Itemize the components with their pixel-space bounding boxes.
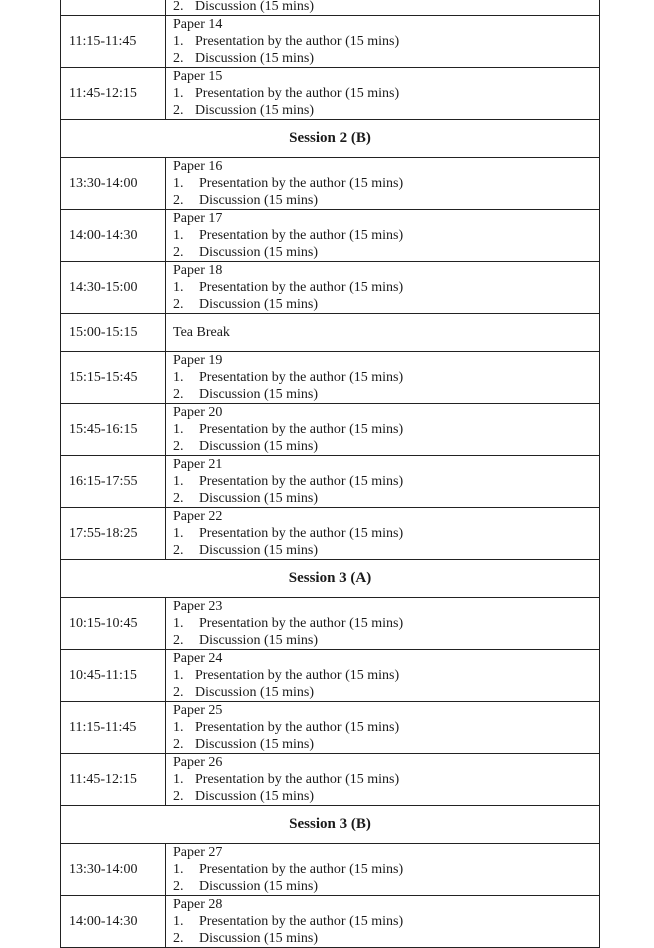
session-content xyxy=(166,650,600,702)
item-number: 2. xyxy=(173,193,184,208)
time-slot: 11:15-11:45 xyxy=(61,702,166,754)
item-text: Discussion (15 mins) xyxy=(199,879,318,894)
item-text: Discussion (15 mins) xyxy=(199,387,318,402)
paper-row xyxy=(61,404,600,456)
paper-title: Paper 28 xyxy=(173,897,223,912)
paper-title: Paper 22 xyxy=(173,509,223,524)
session-content xyxy=(166,68,600,120)
paper-title: Paper 15 xyxy=(173,69,223,84)
time-slot: 15:45-16:15 xyxy=(61,404,166,456)
item-text: Discussion (15 mins) xyxy=(199,931,318,946)
item-number: 2. xyxy=(173,297,184,312)
paper-title: Paper 23 xyxy=(173,599,223,614)
session-content xyxy=(166,754,600,806)
item-number: 2. xyxy=(173,737,184,752)
time-slot: 14:00-14:30 xyxy=(61,210,166,262)
paper-title: Paper 24 xyxy=(173,651,223,666)
agenda-item xyxy=(173,542,599,559)
agenda-item xyxy=(173,192,599,209)
time-slot: 15:00-15:15 xyxy=(61,314,166,352)
item-number: 2. xyxy=(173,543,184,558)
paper-title: Paper 26 xyxy=(173,755,223,770)
item-text: Discussion (15 mins) xyxy=(195,103,314,118)
item-text: Presentation by the author (15 mins) xyxy=(199,280,404,295)
item-text: Presentation by the author (15 mins) xyxy=(195,668,400,683)
agenda-item xyxy=(173,788,599,805)
session-header-row xyxy=(61,560,600,598)
agenda-item xyxy=(173,771,599,788)
item-number: 2. xyxy=(173,931,184,946)
agenda-item xyxy=(173,632,599,649)
item-number: 2. xyxy=(173,685,184,700)
item-number: 2. xyxy=(173,491,184,506)
item-number: 1. xyxy=(173,280,184,295)
agenda-item xyxy=(173,719,599,736)
paper-title: Paper 19 xyxy=(173,353,223,368)
item-number: 2. xyxy=(173,387,184,402)
time-slot: 11:45-12:15 xyxy=(61,68,166,120)
time-slot xyxy=(61,0,166,16)
item-text: Presentation by the author (15 mins) xyxy=(199,422,404,437)
time-slot: 10:15-10:45 xyxy=(61,598,166,650)
item-text: Discussion (15 mins) xyxy=(199,491,318,506)
session-content: Tea Break xyxy=(166,314,600,352)
agenda-item xyxy=(173,33,599,50)
session-content xyxy=(166,210,600,262)
paper-row xyxy=(61,702,600,754)
time-slot: 11:45-12:15 xyxy=(61,754,166,806)
item-number: 2. xyxy=(173,245,184,260)
item-number: 2. xyxy=(173,633,184,648)
paper-row xyxy=(61,210,600,262)
agenda-item xyxy=(173,525,599,542)
agenda-item xyxy=(173,913,599,930)
session-header-row xyxy=(61,806,600,844)
paper-title: Paper 20 xyxy=(173,405,223,420)
agenda-item xyxy=(173,0,599,15)
session-content xyxy=(166,702,600,754)
agenda-item xyxy=(173,878,599,895)
session-content xyxy=(166,0,600,16)
session-header-row xyxy=(61,120,600,158)
session-title: Session 3 (B) xyxy=(61,806,600,844)
time-slot: 14:30-15:00 xyxy=(61,262,166,314)
break-row xyxy=(61,314,600,352)
session-content xyxy=(166,598,600,650)
agenda-item xyxy=(173,736,599,753)
agenda-item xyxy=(173,490,599,507)
item-text: Presentation by the author (15 mins) xyxy=(195,86,400,101)
session-content xyxy=(166,352,600,404)
paper-row xyxy=(61,598,600,650)
paper-row xyxy=(61,262,600,314)
item-number: 1. xyxy=(173,370,184,385)
item-text: Discussion (15 mins) xyxy=(199,543,318,558)
paper-title: Paper 17 xyxy=(173,211,223,226)
session-content xyxy=(166,508,600,560)
item-text: Discussion (15 mins) xyxy=(199,633,318,648)
schedule-table xyxy=(60,0,600,948)
agenda-item xyxy=(173,667,599,684)
agenda-item xyxy=(173,421,599,438)
time-slot: 16:15-17:55 xyxy=(61,456,166,508)
item-text: Presentation by the author (15 mins) xyxy=(199,228,404,243)
session-content xyxy=(166,262,600,314)
item-number: 2. xyxy=(173,51,184,66)
item-text: Presentation by the author (15 mins) xyxy=(199,474,404,489)
paper-row xyxy=(61,754,600,806)
item-number: 1. xyxy=(173,862,184,877)
time-slot: 14:00-14:30 xyxy=(61,896,166,948)
agenda-item xyxy=(173,85,599,102)
item-number: 1. xyxy=(173,228,184,243)
agenda-item xyxy=(173,615,599,632)
paper-title: Paper 16 xyxy=(173,159,223,174)
item-number: 1. xyxy=(173,914,184,929)
session-content xyxy=(166,896,600,948)
item-text: Presentation by the author (15 mins) xyxy=(195,34,400,49)
time-slot: 13:30-14:00 xyxy=(61,158,166,210)
paper-row xyxy=(61,650,600,702)
item-text: Discussion (15 mins) xyxy=(199,193,318,208)
agenda-item xyxy=(173,473,599,490)
agenda-item xyxy=(173,930,599,947)
session-content xyxy=(166,404,600,456)
time-slot: 15:15-15:45 xyxy=(61,352,166,404)
session-title: Session 2 (B) xyxy=(61,120,600,158)
item-text: Presentation by the author (15 mins) xyxy=(199,914,404,929)
agenda-item xyxy=(173,50,599,67)
item-text: Discussion (15 mins) xyxy=(195,737,314,752)
time-slot: 13:30-14:00 xyxy=(61,844,166,896)
item-text: Presentation by the author (15 mins) xyxy=(199,370,404,385)
item-number: 1. xyxy=(173,526,184,541)
item-text: Presentation by the author (15 mins) xyxy=(199,616,404,631)
time-slot: 11:15-11:45 xyxy=(61,16,166,68)
session-content xyxy=(166,456,600,508)
item-text: Presentation by the author (15 mins) xyxy=(195,772,400,787)
item-number: 1. xyxy=(173,720,184,735)
item-text: Discussion (15 mins) xyxy=(199,439,318,454)
item-text: Presentation by the author (15 mins) xyxy=(199,526,404,541)
item-number: 1. xyxy=(173,34,184,49)
item-text: Discussion (15 mins) xyxy=(199,245,318,260)
item-text: Discussion (15 mins) xyxy=(195,0,314,14)
item-text: Discussion (15 mins) xyxy=(195,51,314,66)
paper-title: Paper 25 xyxy=(173,703,223,718)
item-number: 1. xyxy=(173,86,184,101)
item-number: 1. xyxy=(173,668,184,683)
paper-row xyxy=(61,508,600,560)
item-number: 2. xyxy=(173,439,184,454)
item-number: 1. xyxy=(173,616,184,631)
agenda-item xyxy=(173,438,599,455)
paper-title: Paper 14 xyxy=(173,17,223,32)
time-slot: 10:45-11:15 xyxy=(61,650,166,702)
agenda-item xyxy=(173,102,599,119)
item-number: 1. xyxy=(173,176,184,191)
item-number: 2. xyxy=(173,103,184,118)
session-content xyxy=(166,158,600,210)
item-text: Discussion (15 mins) xyxy=(199,297,318,312)
paper-row xyxy=(61,0,600,16)
paper-row xyxy=(61,844,600,896)
item-number: 1. xyxy=(173,474,184,489)
item-number: 1. xyxy=(173,422,184,437)
item-text: Presentation by the author (15 mins) xyxy=(199,176,404,191)
item-text: Discussion (15 mins) xyxy=(195,789,314,804)
paper-title: Paper 18 xyxy=(173,263,223,278)
paper-title: Paper 21 xyxy=(173,457,223,472)
agenda-item xyxy=(173,684,599,701)
session-title: Session 3 (A) xyxy=(61,560,600,598)
agenda-item xyxy=(173,386,599,403)
item-number: 2. xyxy=(173,879,184,894)
paper-title: Paper 27 xyxy=(173,845,223,860)
time-slot: 17:55-18:25 xyxy=(61,508,166,560)
paper-row xyxy=(61,352,600,404)
agenda-item xyxy=(173,227,599,244)
agenda-item xyxy=(173,369,599,386)
paper-row xyxy=(61,68,600,120)
agenda-item xyxy=(173,244,599,261)
paper-row xyxy=(61,456,600,508)
item-number: 2. xyxy=(173,0,184,14)
paper-row xyxy=(61,896,600,948)
item-number: 1. xyxy=(173,772,184,787)
paper-row xyxy=(61,158,600,210)
agenda-item xyxy=(173,296,599,313)
item-number: 2. xyxy=(173,789,184,804)
paper-row xyxy=(61,16,600,68)
item-text: Presentation by the author (15 mins) xyxy=(195,720,400,735)
agenda-item xyxy=(173,279,599,296)
agenda-item xyxy=(173,861,599,878)
session-content xyxy=(166,844,600,896)
item-text: Discussion (15 mins) xyxy=(195,685,314,700)
agenda-item xyxy=(173,175,599,192)
item-text: Presentation by the author (15 mins) xyxy=(199,862,404,877)
session-content xyxy=(166,16,600,68)
